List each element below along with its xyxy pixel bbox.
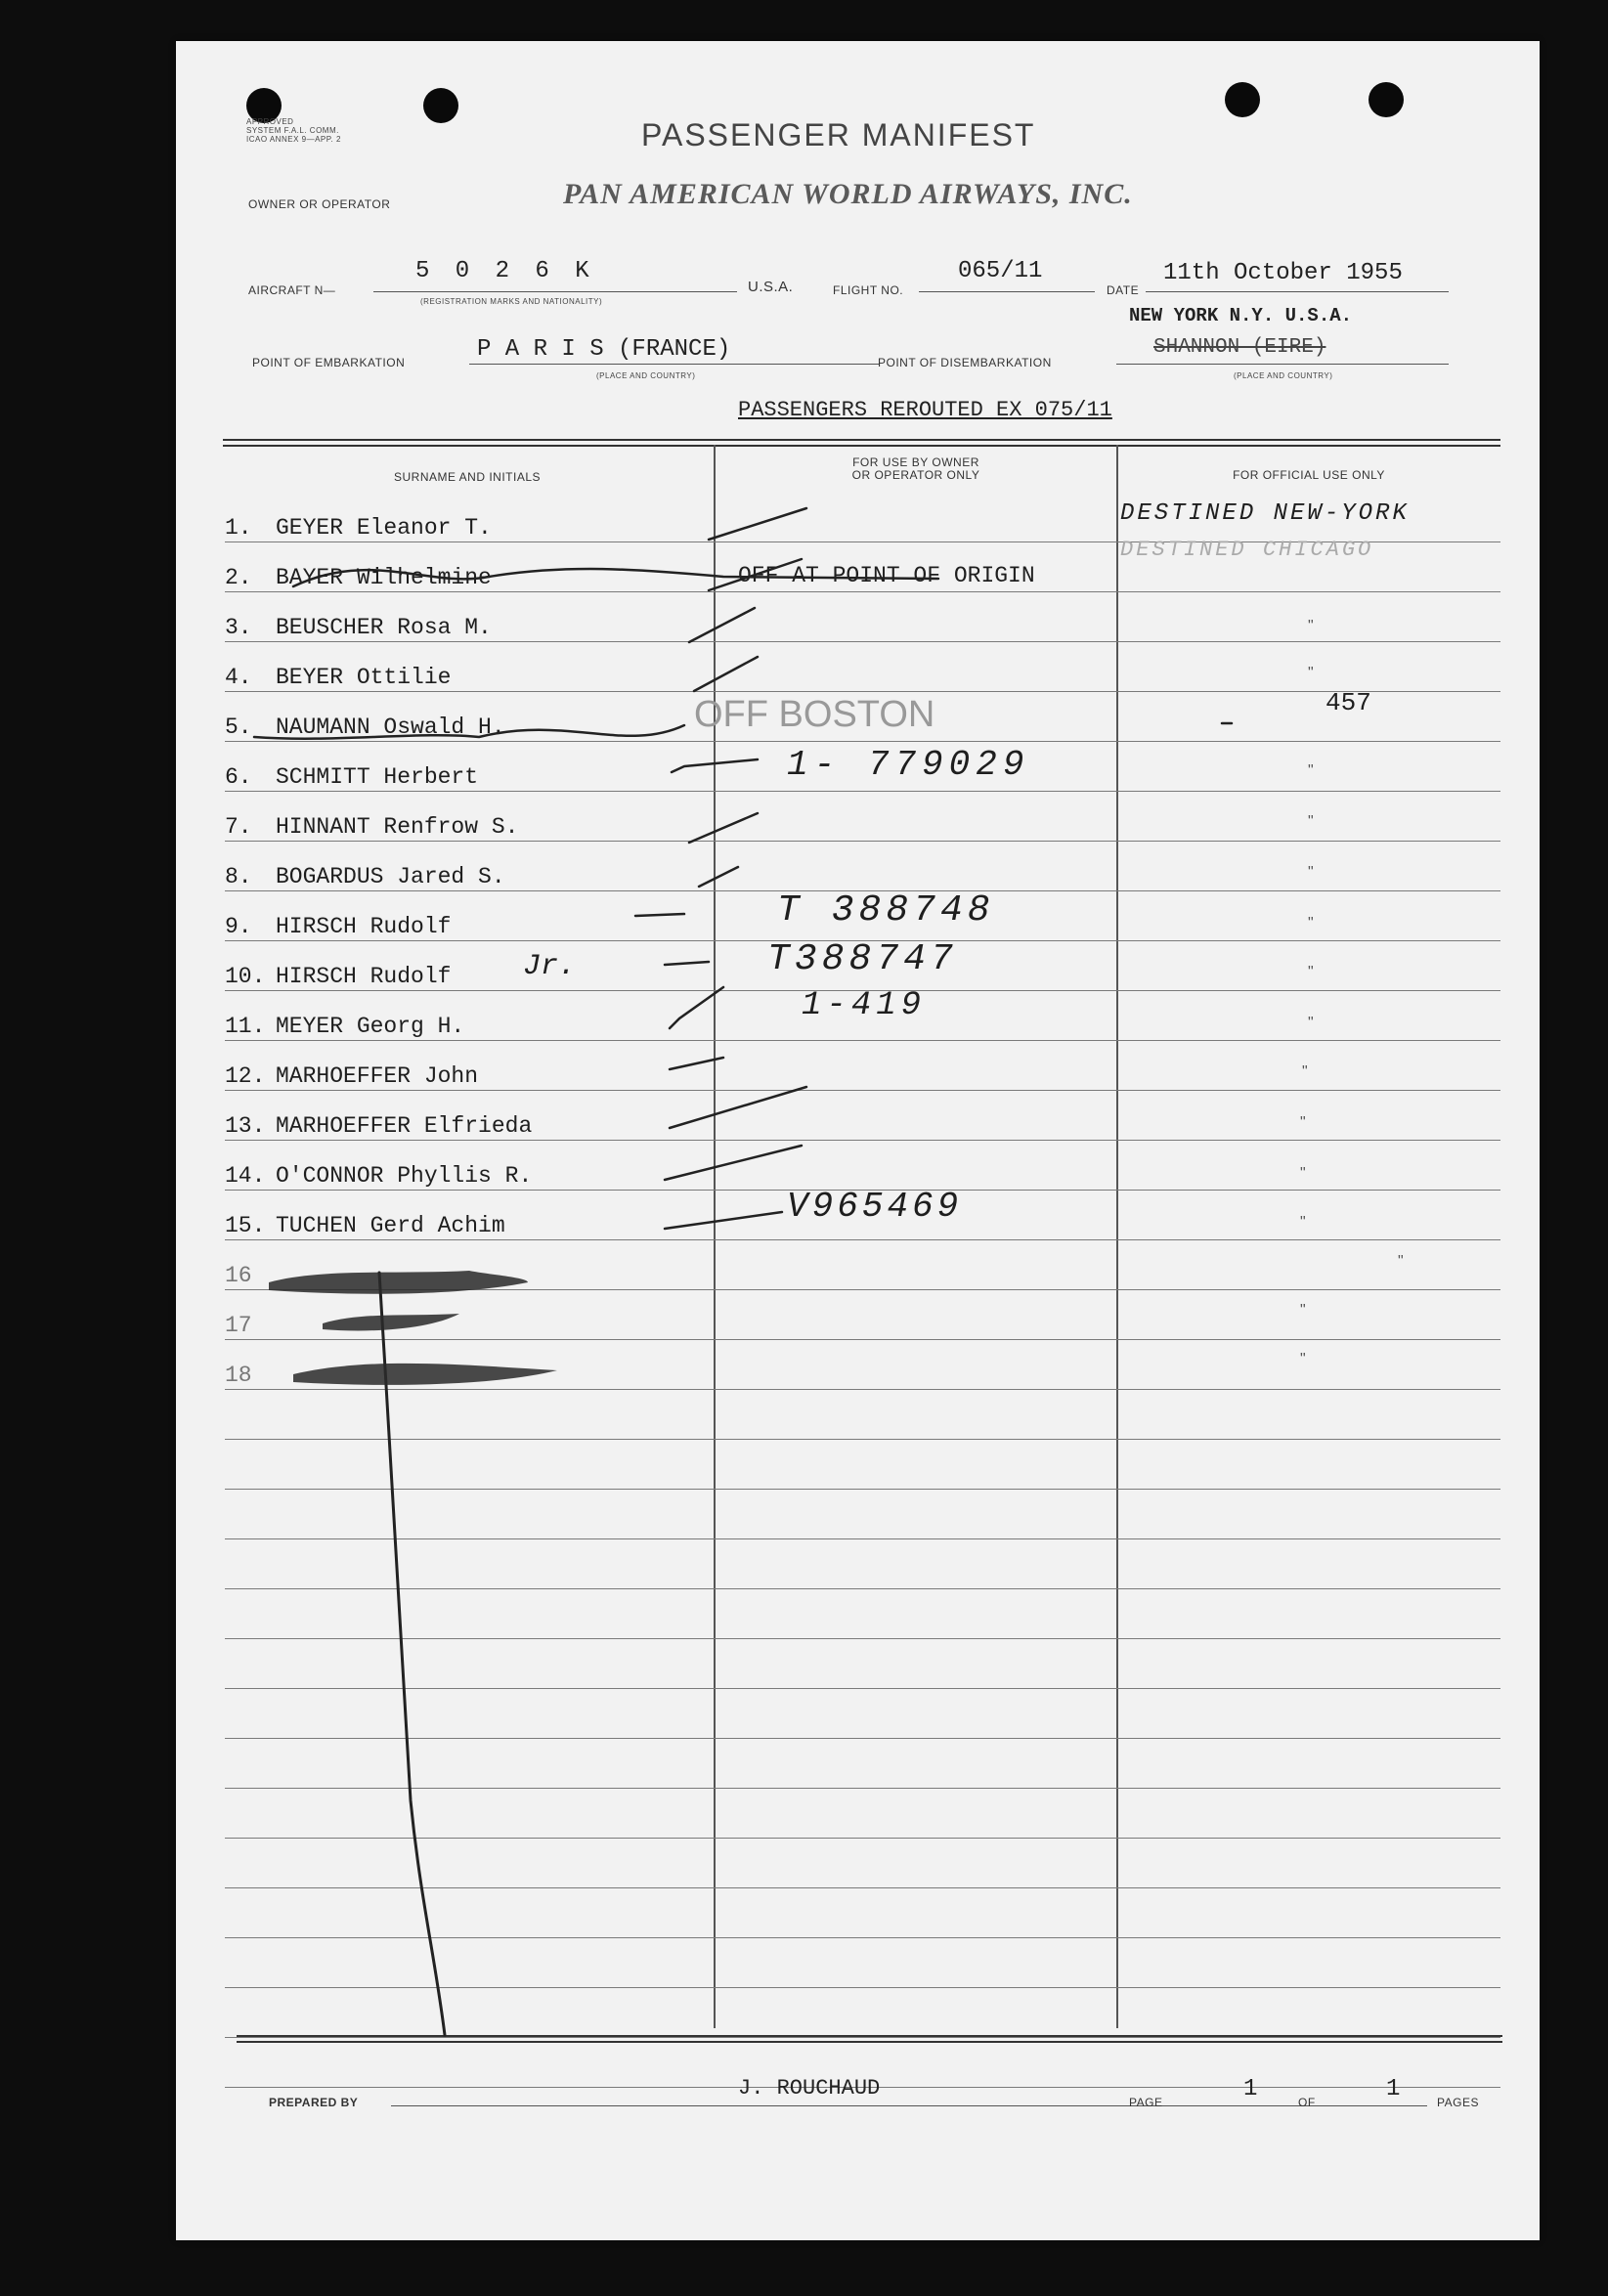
tick-mark	[670, 987, 723, 1028]
redaction-scribble	[293, 1364, 557, 1385]
tick-mark	[709, 559, 802, 590]
col-header-surname: SURNAME AND INITIALS	[393, 470, 542, 484]
ditto-mark: "	[1300, 1351, 1306, 1367]
approval-line: SYSTEM F.A.L. COMM.	[246, 126, 339, 135]
tick-mark	[665, 962, 709, 965]
ditto-mark: "	[1300, 1114, 1306, 1131]
ditto-mark: "	[1398, 1253, 1404, 1270]
passenger-num: 9.	[225, 914, 252, 939]
embarkation-value: P A R I S (FRANCE)	[477, 336, 731, 363]
aircraft-label: AIRCRAFT N—	[248, 283, 336, 297]
date-value: 11th October 1955	[1163, 260, 1403, 286]
passenger-name: GEYER Eleanor T.	[276, 515, 492, 541]
col-header-owner: FOR USE BY OWNER OR OPERATOR ONLY	[851, 455, 980, 482]
passenger-num: 2.	[225, 565, 252, 590]
passenger-num: 8.	[225, 864, 252, 889]
passenger-num: 16	[225, 1263, 252, 1288]
tick-mark	[665, 1212, 782, 1229]
passenger-num: 11.	[225, 1014, 266, 1039]
passenger-name: MARHOEFFER Elfrieda	[276, 1113, 533, 1139]
approval-line: ICAO ANNEX 9—APP. 2	[246, 135, 341, 144]
vertical-pen-line	[379, 1273, 445, 2035]
passenger-name: BEUSCHER Rosa M.	[276, 615, 492, 640]
passenger-num: 10.	[225, 964, 266, 989]
tick-mark	[689, 813, 758, 843]
approval-line: APPROVED	[246, 117, 294, 126]
disembarkation-value: NEW YORK N.Y. U.S.A.	[1129, 305, 1353, 326]
passenger-name: MARHOEFFER John	[276, 1063, 479, 1089]
owner-note: 1-419	[802, 987, 927, 1024]
tick-mark	[670, 1087, 806, 1128]
official-note: DESTINED NEW-YORK	[1120, 500, 1410, 527]
ditto-mark: "	[1308, 618, 1314, 634]
of-label: OF	[1298, 2096, 1316, 2109]
passenger-num: 4.	[225, 665, 252, 690]
prepared-label: PREPARED BY	[269, 2096, 359, 2109]
passenger-num: 13.	[225, 1113, 266, 1139]
disembarkation-label: POINT OF DISEMBARKATION	[878, 356, 1052, 369]
col-header-official: FOR OFFICIAL USE ONLY	[1233, 468, 1385, 482]
passenger-name: BOGARDUS Jared S.	[276, 864, 505, 889]
passenger-name: NAUMANN Oswald H.	[276, 715, 505, 740]
disembarkation-caption: (PLACE AND COUNTRY)	[1234, 371, 1333, 380]
prepared-value: J. ROUCHAUD	[738, 2076, 881, 2101]
passenger-num: 5.	[225, 715, 252, 740]
ditto-mark: "	[1308, 813, 1314, 830]
passenger-num: 12.	[225, 1063, 266, 1089]
official-note: DESTINED CHICAGO	[1120, 538, 1374, 562]
strike-line	[293, 569, 938, 586]
ditto-mark: "	[1300, 1165, 1306, 1182]
name-suffix: Jr.	[523, 950, 577, 983]
redaction-scribble	[323, 1314, 459, 1330]
owner-note: T 388748	[777, 889, 995, 931]
passenger-num: 7.	[225, 814, 252, 840]
tick-mark	[670, 1058, 723, 1069]
registration-caption: (REGISTRATION MARKS AND NATIONALITY)	[420, 297, 603, 306]
passenger-name: BEYER Ottilie	[276, 665, 452, 690]
passenger-name: HIRSCH Rudolf	[276, 964, 452, 989]
passenger-name: HINNANT Renfrow S.	[276, 814, 519, 840]
official-note: 457	[1326, 688, 1371, 717]
disembarkation-struck: SHANNON (EIRE)	[1153, 336, 1326, 359]
passenger-num: 1.	[225, 515, 252, 541]
tick-mark	[635, 914, 684, 916]
ditto-mark: "	[1300, 1302, 1306, 1319]
page-title: PASSENGER MANIFEST	[641, 117, 1036, 152]
passenger-num: 17	[225, 1313, 252, 1338]
aircraft-value: 5 0 2 6 K	[415, 258, 595, 284]
passenger-name: MEYER Georg H.	[276, 1014, 465, 1039]
tick-mark	[699, 867, 738, 887]
ditto-mark: "	[1308, 1015, 1314, 1031]
tick-mark	[689, 608, 755, 642]
tick-mark	[672, 759, 758, 772]
ditto-mark: "	[1300, 1214, 1306, 1231]
page-value: 1	[1243, 2076, 1258, 2102]
owner-note: OFF AT POINT OF ORIGIN	[738, 563, 1035, 588]
ditto-mark: "	[1308, 665, 1314, 681]
pages-label: PAGES	[1437, 2096, 1479, 2109]
handwriting-overlay	[176, 41, 1540, 2240]
embarkation-caption: (PLACE AND COUNTRY)	[596, 371, 696, 380]
ditto-mark: "	[1308, 762, 1314, 779]
date-label: DATE	[1107, 283, 1140, 297]
of-value: 1	[1386, 2076, 1401, 2102]
owner-note: V965469	[787, 1187, 963, 1227]
passenger-name: BAYER Wilhelmine	[276, 565, 492, 590]
tick-mark	[694, 657, 758, 691]
passenger-name: O'CONNOR Phyllis R.	[276, 1163, 533, 1189]
passenger-num: 15.	[225, 1213, 266, 1238]
ditto-mark: "	[1308, 864, 1314, 881]
tick-mark	[665, 1146, 802, 1180]
passenger-num: 14.	[225, 1163, 266, 1189]
passenger-name: TUCHEN Gerd Achim	[276, 1213, 505, 1238]
owner-note: T388747	[767, 938, 958, 980]
manifest-sheet	[176, 41, 1540, 2240]
usa-label: U.S.A.	[748, 279, 794, 295]
passenger-name: SCHMITT Herbert	[276, 764, 479, 790]
company-name: PAN AMERICAN WORLD AIRWAYS, INC.	[563, 178, 1133, 210]
reroute-note: PASSENGERS REROUTED EX 075/11	[738, 398, 1112, 422]
tick-mark	[709, 508, 806, 540]
owner-note: OFF BOSTON	[694, 694, 935, 735]
flight-label: FLIGHT NO.	[833, 283, 904, 297]
embarkation-label: POINT OF EMBARKATION	[252, 356, 406, 369]
flight-value: 065/11	[958, 258, 1043, 284]
page-label: PAGE	[1129, 2096, 1163, 2109]
passenger-num: 3.	[225, 615, 252, 640]
passenger-num: 6.	[225, 764, 252, 790]
passenger-name: HIRSCH Rudolf	[276, 914, 452, 939]
owner-note: 1- 779029	[787, 745, 1030, 785]
ditto-mark: "	[1308, 964, 1314, 980]
ditto-mark: "	[1302, 1063, 1308, 1080]
redaction-scribble	[269, 1271, 528, 1294]
owner-label: OWNER OR OPERATOR	[248, 197, 391, 211]
passenger-num: 18	[225, 1363, 252, 1388]
ditto-mark: "	[1308, 915, 1314, 931]
strike-line	[254, 725, 684, 739]
